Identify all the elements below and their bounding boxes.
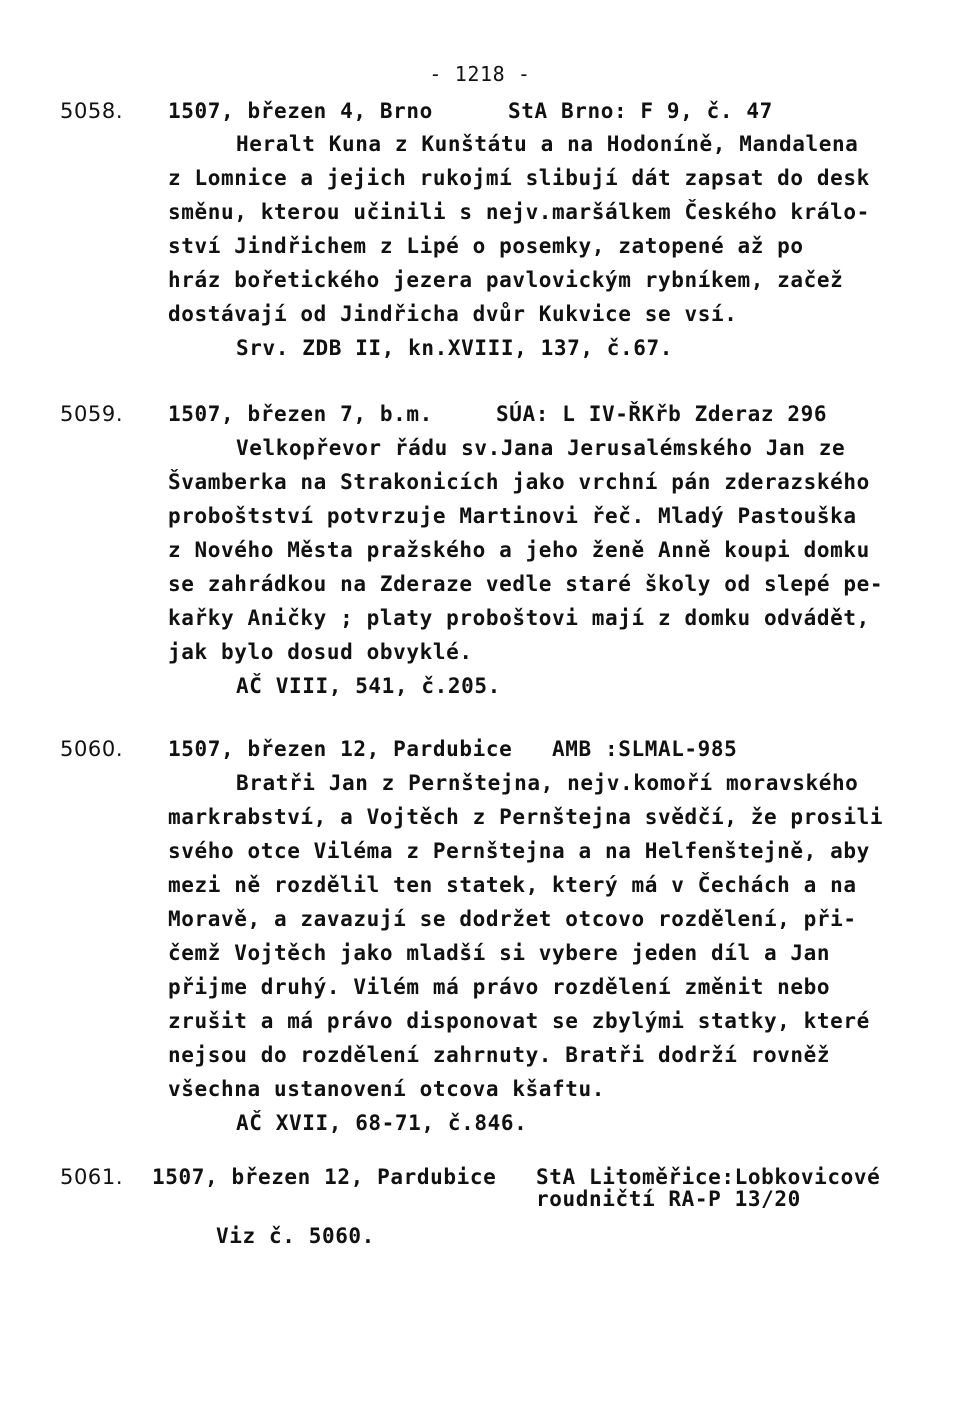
entry-text-line: přijme druhý. Vilém má právo rozdělení změnit nebo bbox=[168, 975, 831, 999]
entry-header: 1507, březen 12, Pardubice bbox=[152, 1165, 497, 1189]
entry-text-line: čemž Vojtěch jako mladší si vybere jeden díl a Jan bbox=[168, 941, 831, 965]
entry-text-line: se zahrádkou na Zderaze vedle staré školy od slepé pe- bbox=[168, 572, 884, 596]
entry-text-line: ství Jindřichem z Lipé o posemky, zatopené až po bbox=[168, 234, 804, 258]
entry-header: 1507, březen 12, Pardubice bbox=[168, 737, 513, 761]
entry-source: SÚA: L IV-ŘKřb Zderaz 296 bbox=[496, 402, 828, 426]
entry-source: AMB :SLMAL-985 bbox=[552, 737, 738, 761]
entry-text-line: hráz bořetického jezera pavlovickým rybníkem, začež bbox=[168, 268, 844, 292]
entry-source: StA Litoměřice:Lobkovicové bbox=[536, 1165, 881, 1189]
entry-text-line: kařky Aničky ; platy proboštovi mají z domku odvádět, bbox=[168, 606, 870, 630]
entry-number: 5061. bbox=[60, 1165, 124, 1189]
entry-text-line: Švamberka na Strakonicích jako vrchní pán zderazského bbox=[168, 470, 870, 494]
entry-text-line: jak bylo dosud obvyklé. bbox=[168, 640, 473, 664]
entry-text-line: všechna ustanovení otcova kšaftu. bbox=[168, 1077, 606, 1101]
entry-source: roudničtí RA-P 13/20 bbox=[536, 1187, 801, 1211]
entry-number: 5059. bbox=[60, 402, 124, 426]
entry-header: 1507, březen 4, Brno bbox=[168, 99, 433, 123]
entry-text-line: zrušit a má právo disponovat se zbylými statky, které bbox=[168, 1009, 870, 1033]
entry-text-line: Heralt Kuna z Kunštátu a na Hodoníně, Mandalena bbox=[236, 132, 859, 156]
entry-text-line: směnu, kterou učinili s nejv.maršálkem Českého králo- bbox=[168, 200, 870, 224]
entry-text-line: Bratři Jan z Pernštejna, nejv.komoří moravského bbox=[236, 771, 859, 795]
entry-reference: Srv. ZDB II, kn.XVIII, 137, č.67. bbox=[236, 336, 674, 360]
entry-text-line: mezi ně rozdělil ten statek, který má v Čechách a na bbox=[168, 873, 857, 897]
entry-text-line: Velkopřevor řádu sv.Jana Jerusalémského Jan ze bbox=[236, 436, 846, 460]
entry-text-line: z Nového Města pražského a jeho ženě Anně koupi domku bbox=[168, 538, 870, 562]
entry-reference: AČ VIII, 541, č.205. bbox=[236, 674, 501, 698]
entry-text-line: Moravě, a zavazují se dodržet otcovo rozdělení, při- bbox=[168, 907, 857, 931]
entry-text-line: markrabství, a Vojtěch z Pernštejna svědčí, že prosili bbox=[168, 805, 884, 829]
entry-text-line: z Lomnice a jejich rukojmí slibují dát zapsat do desk bbox=[168, 166, 870, 190]
entry-text-line: svého otce Viléma z Pernštejna a na Helfenštejně, aby bbox=[168, 839, 870, 863]
entry-text-line: proboštství potvrzuje Martinovi řeč. Mladý Pastouška bbox=[168, 504, 857, 528]
entry-header: 1507, březen 7, b.m. bbox=[168, 402, 433, 426]
entry-reference: Viz č. 5060. bbox=[216, 1224, 375, 1248]
entry-text-line: nejsou do rozdělení zahrnuty. Bratři dodrží rovněž bbox=[168, 1043, 831, 1067]
entry-number: 5060. bbox=[60, 737, 124, 761]
entry-reference: AČ XVII, 68-71, č.846. bbox=[236, 1111, 528, 1135]
entry-source: StA Brno: F 9, č. 47 bbox=[508, 99, 773, 123]
entry-number: 5058. bbox=[60, 99, 124, 123]
entry-text-line: dostávají od Jindřicha dvůr Kukvice se vsí. bbox=[168, 302, 738, 326]
page-number: - 1218 - bbox=[429, 62, 531, 86]
